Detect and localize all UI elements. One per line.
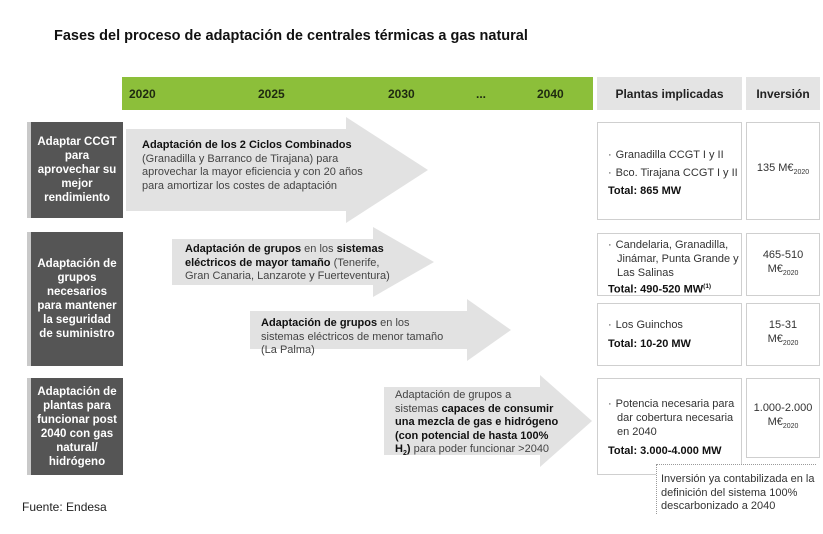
investment-value-4-line1: 1.000-2.000 bbox=[753, 402, 813, 415]
plant-item-cont: Las Salinas bbox=[617, 267, 674, 279]
arrow3-bold1: Adaptación de grupos bbox=[261, 317, 378, 329]
plants-box-1 bbox=[597, 122, 742, 220]
arrow4-bold4: (con potencial de hasta 100% bbox=[395, 429, 549, 442]
timeline-label-2040: 2040 bbox=[537, 87, 564, 101]
arrow-text-3 bbox=[261, 317, 443, 358]
arrow4-normal5: para poder funcionar >2040 bbox=[410, 443, 550, 455]
timeline-label-2025: 2025 bbox=[258, 87, 285, 101]
investment-box-3 bbox=[746, 303, 820, 366]
arrow4-normal2: sistemas bbox=[395, 402, 442, 415]
investment-note: Inversión ya contabilizada en la definición del sistema 100% descarbonizado a 2040 bbox=[656, 464, 816, 514]
arrow4-h2: H bbox=[395, 443, 403, 455]
investment-value-1: 135 $M€_{2020}$ bbox=[756, 162, 810, 177]
investment-value-2-line2: $M€_{2020}$ bbox=[767, 262, 799, 278]
arrow1-line3: aprovechar la mayor eficiencia y con 20 años bbox=[142, 166, 363, 178]
plant-item-cont: dar cobertura necesaria bbox=[617, 412, 734, 424]
arrow2-line3: Gran Canaria, Lanzarote y Fuerteventura) bbox=[185, 270, 390, 282]
arrow1-line4: para amortizar los costes de adaptación bbox=[142, 179, 338, 192]
arrow3-line2: sistemas eléctricos de menor tamaño bbox=[261, 330, 444, 343]
arrow4-line1: Adaptación de grupos a bbox=[395, 389, 512, 401]
arrow2-normal1: en los bbox=[301, 243, 337, 255]
timeline-label-2030: 2030 bbox=[388, 87, 415, 101]
plant-item: · Candelaria, Granadilla, bbox=[608, 239, 729, 251]
arrow-text-2 bbox=[185, 243, 390, 284]
investment-box-1 bbox=[746, 122, 820, 220]
category-adapt-ccgt: Adaptar CCGT para aprovechar su mejor rendimiento bbox=[27, 122, 123, 218]
plants-box-4 bbox=[597, 378, 742, 475]
plants-total-4: Total: 3.000-4.000 MW bbox=[608, 445, 722, 457]
plant-item: · Potencia necesaria para bbox=[608, 398, 735, 410]
page-title: Fases del proceso de adaptación de centrales térmicas a gas natural bbox=[54, 28, 528, 44]
category-post-2040: Adaptación de plantas para funcionar post 2040 con gas natural/ hidrógeno bbox=[27, 378, 123, 475]
arrow-text-1 bbox=[142, 139, 363, 193]
arrow2-bold1: Adaptación de grupos bbox=[185, 243, 302, 255]
plants-total-2: Total: 490-520 MW$^{(1)}$ bbox=[608, 283, 712, 296]
arrow3-normal1: en los bbox=[377, 317, 410, 329]
plant-item: · Bco. Tirajana CCGT I y II bbox=[608, 167, 738, 179]
investment-value-2-line1: 465-510 bbox=[762, 248, 804, 261]
category-adapt-groups: Adaptación de grupos necesarios para mantener la seguridad de suministro bbox=[27, 232, 123, 366]
plants-box-3 bbox=[597, 303, 742, 366]
arrow1-line2: (Granadilla y Barranco de Tirajana) para bbox=[142, 152, 339, 165]
arrow2-bold3: eléctricos de mayor tamaño bbox=[185, 256, 331, 269]
arrow1-bold: Adaptación de los 2 Ciclos Combinados bbox=[142, 139, 352, 151]
investment-header: Inversión bbox=[746, 77, 820, 110]
plants-total-1: Total: 865 MW bbox=[608, 185, 682, 197]
timeline-label-2020: 2020 bbox=[129, 87, 156, 101]
arrow2-bold2: sistemas bbox=[336, 243, 384, 255]
plants-header: Plantas implicadas bbox=[597, 77, 742, 110]
arrow4-bold2: capaces de consumir bbox=[441, 402, 554, 415]
plant-item-cont: en 2040 bbox=[617, 426, 657, 438]
timeline-label-ellipsis: ... bbox=[476, 87, 487, 101]
plants-box-2 bbox=[597, 233, 742, 296]
investment-value-3-line1: 15-31 bbox=[768, 318, 798, 331]
arrow4-bold5-end: ) bbox=[406, 443, 411, 455]
investment-box-2 bbox=[746, 233, 820, 296]
plant-item: · Granadilla CCGT I y II bbox=[608, 149, 724, 161]
arrow-text-4 bbox=[395, 389, 558, 461]
arrow2-normal2: (Tenerife, bbox=[330, 256, 380, 269]
investment-value-3-line2: $M€_{2020}$ bbox=[767, 332, 799, 348]
investment-value-4-line2: $M€_{2020}$ bbox=[767, 416, 799, 431]
source-label: Fuente: Endesa bbox=[22, 500, 107, 514]
plants-total-3: Total: 10-20 MW bbox=[608, 338, 691, 350]
plant-item: · Los Guinchos bbox=[608, 319, 683, 331]
arrow4-bold3: una mezcla de gas e hidrógeno bbox=[395, 416, 559, 428]
investment-box-4 bbox=[746, 378, 820, 458]
arrow3-line3: (La Palma) bbox=[261, 344, 315, 356]
arrow4-h2-sub: 2 bbox=[402, 450, 407, 458]
plant-item-cont: Jinámar, Punta Grande y bbox=[617, 253, 739, 265]
